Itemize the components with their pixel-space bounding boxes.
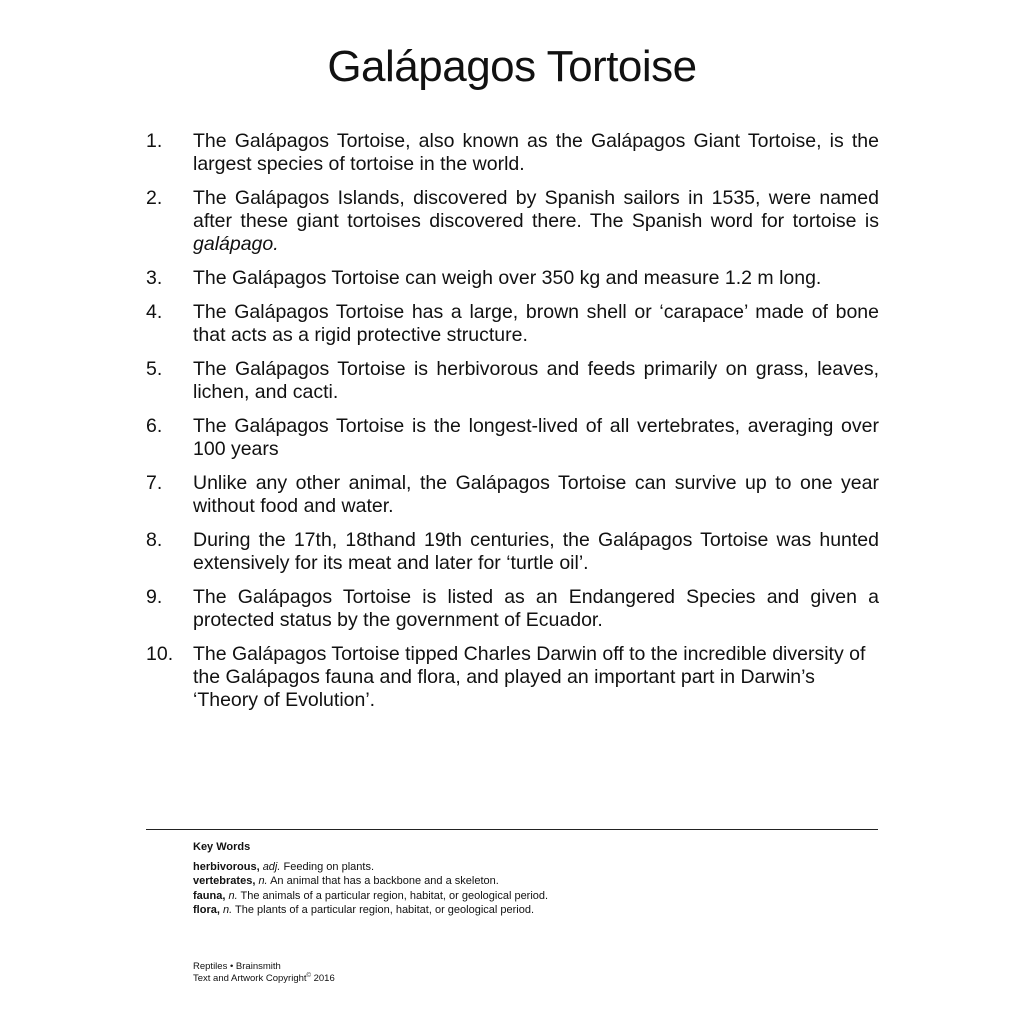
fact-text-italic: galápago. bbox=[193, 233, 279, 255]
copyright-text: Text and Artwork Copyright bbox=[193, 973, 307, 984]
fact-number: 2. bbox=[146, 187, 163, 209]
footer-copyright bbox=[193, 973, 335, 985]
key-word-definition: The animals of a particular region, habitat, or geological period. bbox=[240, 889, 549, 902]
fact-text: The Galápagos Tortoise, also known as the Galápagos Giant Tortoise, is the largest species of tortoise in the world. bbox=[193, 130, 879, 175]
key-word-term: herbivorous, bbox=[193, 860, 260, 873]
fact-number: 5. bbox=[146, 358, 163, 380]
key-word-entry bbox=[193, 889, 793, 904]
key-words-box bbox=[193, 840, 793, 918]
facts-list bbox=[146, 130, 879, 723]
key-word-definition: An animal that has a backbone and a skeleton. bbox=[270, 875, 499, 887]
fact-number: 8. bbox=[146, 529, 163, 551]
fact-number: 6. bbox=[146, 415, 163, 437]
key-word-part-of-speech: n. bbox=[222, 904, 233, 916]
fact-item-8 bbox=[146, 529, 879, 575]
fact-item-6 bbox=[146, 415, 879, 461]
fact-text: The Galápagos Tortoise tipped Charles Darwin off to the incredible diversity of the Galápagos fauna and flora, and played an important part in Darwin’s ‘Theory of Evolution’. bbox=[193, 643, 866, 711]
footer-series: Reptiles • Brainsmith bbox=[193, 961, 281, 972]
key-word-entry bbox=[193, 860, 793, 875]
key-words-heading: Key Words bbox=[193, 841, 251, 853]
fact-item-7 bbox=[146, 472, 879, 518]
key-word-term: fauna, bbox=[193, 889, 226, 902]
copyright-year: 2016 bbox=[313, 973, 335, 984]
fact-text: The Galápagos Tortoise can weigh over 350 kg and measure 1.2 m long. bbox=[193, 267, 822, 289]
fact-number: 1. bbox=[146, 130, 163, 152]
key-word-entry bbox=[193, 874, 793, 889]
key-word-definition: The plants of a particular region, habitat, or geological period. bbox=[235, 904, 535, 916]
key-word-entry bbox=[193, 903, 793, 918]
fact-number: 7. bbox=[146, 472, 163, 494]
key-word-term: flora, bbox=[193, 904, 220, 916]
key-word-definition: Feeding on plants. bbox=[283, 860, 375, 873]
fact-item-3 bbox=[146, 267, 879, 290]
fact-item-4 bbox=[146, 301, 879, 347]
fact-number: 3. bbox=[146, 267, 163, 289]
fact-number: 4. bbox=[146, 301, 163, 323]
divider bbox=[146, 829, 878, 830]
fact-number: 9. bbox=[146, 586, 163, 608]
key-word-part-of-speech: n. bbox=[228, 889, 238, 902]
fact-number: 10. bbox=[146, 643, 174, 665]
fact-item-1 bbox=[146, 130, 879, 176]
fact-text: The Galápagos Tortoise is listed as an Endangered Species and given a protected status by the government of Ecuador. bbox=[193, 586, 879, 631]
fact-text: The Galápagos Tortoise has a large, brown shell or ‘carapace’ made of bone that acts as a rigid protective structure. bbox=[193, 301, 879, 346]
footer bbox=[193, 961, 335, 985]
fact-text: The Galápagos Tortoise is the longest-lived of all vertebrates, averaging over 100 years bbox=[193, 415, 879, 460]
fact-item-2 bbox=[146, 187, 879, 256]
fact-item-9 bbox=[146, 586, 879, 632]
key-word-part-of-speech: adj. bbox=[262, 860, 281, 873]
fact-text-main: The Galápagos Islands, discovered by Spanish sailors in 1535, were named after these giant tortoises discovered there. The Spanish word for tortoise is bbox=[193, 187, 879, 232]
copyright-symbol: © bbox=[306, 972, 311, 979]
fact-item-10 bbox=[146, 643, 879, 712]
fact-text: During the 17th, 18thand 19th centuries, the Galápagos Tortoise was hunted extensively for its meat and later for ‘turtle oil’. bbox=[193, 529, 879, 574]
key-word-part-of-speech: n. bbox=[258, 875, 268, 887]
fact-text: The Galápagos Tortoise is herbivorous and feeds primarily on grass, leaves, lichen, and cacti. bbox=[193, 358, 879, 403]
key-word-term: vertebrates, bbox=[193, 875, 256, 887]
page-title: Galápagos Tortoise bbox=[327, 42, 697, 91]
fact-text: Unlike any other animal, the Galápagos Tortoise can survive up to one year without food and water. bbox=[193, 472, 879, 517]
fact-text bbox=[193, 187, 879, 256]
fact-item-5 bbox=[146, 358, 879, 404]
